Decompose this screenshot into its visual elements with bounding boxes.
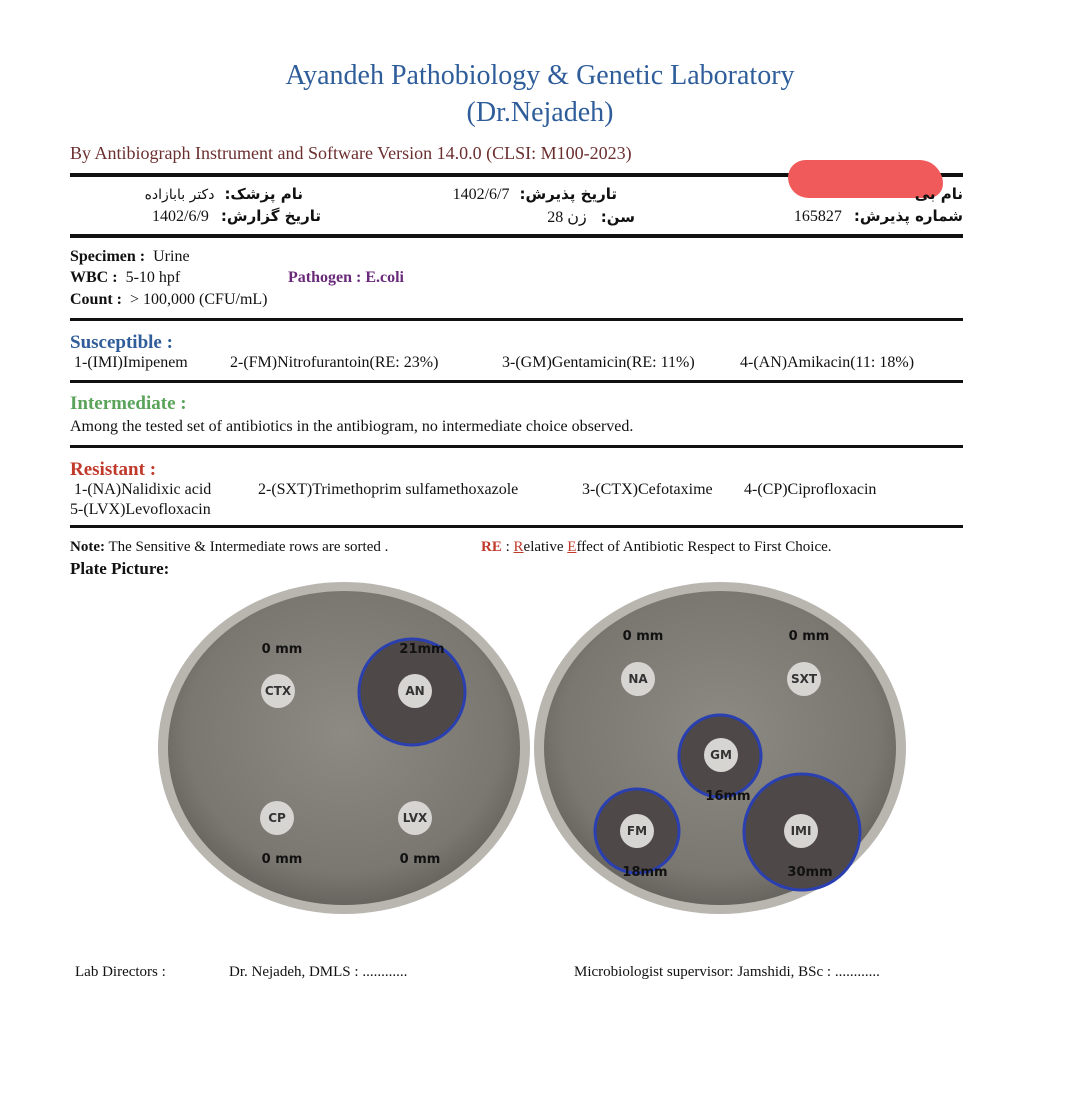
admission-number: 165827 [793,208,842,225]
admission-number-label: شماره پذیرش: [853,207,963,225]
age-field [547,207,635,227]
re-text-rest: ffect of Antibiotic Respect to First Choice. [576,539,832,555]
physician-field [145,185,303,204]
plate-pictures [150,578,930,928]
susceptible-item: 1-(IMI)Imipenem [74,354,188,371]
divider [70,380,963,383]
left-plate [158,582,530,914]
resistant-item: 4-(CP)Ciprofloxacin [744,481,877,498]
susceptible-item: 3-(GM)Gentamicin(RE: 11%) [502,354,695,371]
report-date-field [152,207,321,226]
count-value: > 100,000 (CFU/mL) [130,291,268,308]
age-value: زن 28 [547,209,587,226]
intermediate-title: Intermediate : [70,393,187,414]
count-line [70,291,267,309]
pathogen: Pathogen : E.coli [288,269,404,286]
age-label: سن: [600,208,635,226]
wbc-line [70,269,180,287]
disc-lvx-label: LVX [402,811,428,825]
re-separator: : [501,539,514,555]
disc-lvx-zone: 0 mm [399,852,441,867]
report-date-label: تاریخ گزارش: [220,207,321,225]
susceptible-item: 2-(FM)Nitrofurantoin(RE: 23%) [230,354,439,371]
disc-ctx-label: CTX [264,684,292,698]
disc-na-zone: 0 mm [622,629,664,644]
disc-gm-zone: 16mm [705,789,751,804]
count-label: Count : [70,291,123,308]
specimen-label: Specimen : [70,248,146,265]
disc-sxt-zone: 0 mm [788,629,830,644]
patient-name-field [915,185,963,204]
right-plate [534,582,906,914]
disc-sxt-label: SXT [790,672,818,686]
resistant-item: 3-(CTX)Cefotaxime [582,481,713,498]
resistant-item: 1-(NA)Nalidixic acid [74,481,212,498]
instrument-line: By Antibiograph Instrument and Software Version 14.0.0 (CLSI: M100-2023) [70,143,632,163]
disc-gm-label: GM [710,748,732,762]
lab-name: Ayandeh Pathobiology & Genetic Laboratory [285,60,795,91]
disc-cp-zone: 0 mm [261,852,303,867]
intermediate-text: Among the tested set of antibiotics in the antibiogram, no intermediate choice observed. [70,418,634,435]
divider [70,445,963,448]
disc-na-label: NA [628,672,648,686]
left-plate-agar [168,591,520,905]
susceptible-item: 4-(AN)Amikacin(11: 18%) [740,354,915,371]
disc-fm-zone: 18mm [622,865,668,880]
disc-ctx-zone: 0 mm [261,642,303,657]
note-line [70,539,388,556]
director-signature: Dr. Nejadeh, DMLS : ............ [229,964,408,980]
resistant-item: 5-(LVX)Levofloxacin [70,501,211,518]
admission-number-field [794,207,963,226]
supervisor-signature: Microbiologist supervisor: Jamshidi, BSc : ............ [574,964,880,980]
re-letter-r: R [513,539,524,555]
plate-title: Plate Picture: [70,559,170,578]
disc-fm-label: FM [626,824,648,838]
wbc-value: 5-10 hpf [125,269,181,286]
disc-an-label: AN [405,684,425,698]
disc-imi-label: IMI [790,824,812,838]
disc-cp-label: CP [268,811,286,825]
disc-imi-zone: 30mm [787,865,833,880]
note-text: The Sensitive & Intermediate rows are sorted . [108,539,389,555]
specimen-line [70,248,190,266]
admission-date-label: تاریخ پذیرش: [519,185,617,203]
patient-name-label: نام بی [914,185,963,203]
physician-label: نام پزشک: [224,185,303,203]
specimen-value: Urine [153,248,190,265]
divider [70,318,963,321]
note-label: Note: [70,539,105,555]
physician-name: دکتر بابازاده [144,187,215,203]
lab-doctor: (Dr.Nejadeh) [466,97,614,128]
resistant-item: 2-(SXT)Trimethoprim sulfamethoxazole [258,481,519,498]
re-legend [481,539,832,556]
admission-date-field [453,185,617,204]
report-date: 1402/6/9 [152,208,209,225]
disc-an-zone: 21mm [399,642,445,657]
re-letter-e: E [567,539,577,555]
re-text-elative: elative [523,539,568,555]
wbc-label: WBC : [70,269,118,286]
admission-date: 1402/6/7 [452,186,510,203]
susceptible-title: Susceptible : [70,332,173,353]
divider [70,234,963,238]
lab-directors-label: Lab Directors : [75,964,166,980]
divider [70,525,963,528]
resistant-title: Resistant : [70,459,157,480]
re-abbreviation: RE [481,539,502,555]
